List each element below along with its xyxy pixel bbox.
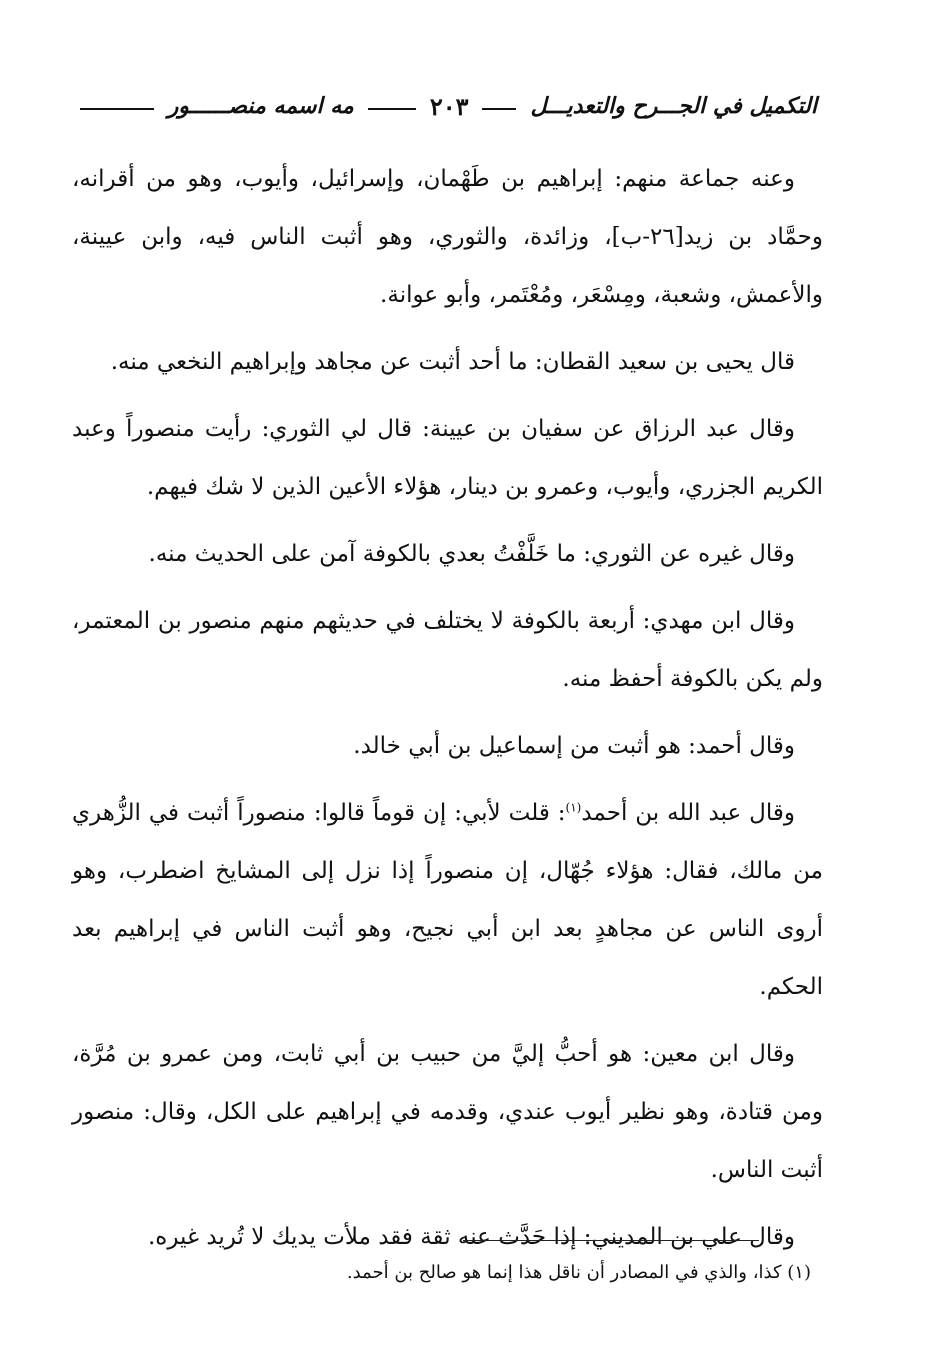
paragraph-text: وقال عبد الله بن أحمد xyxy=(581,800,795,826)
paragraph: وعنه جماعة منهم: إبراهيم بن طَهْمان، وإسرائيل، وأيوب، وهو من أقرانه، وحمَّاد بن زيد[٢٦-ب]، وزائدة، والثوري، وهو أثبت الناس فيه، وابن عيينة، والأعمش، وشعبة، ومِسْعَر، ومُعْتَمر، وأبو عوانة. xyxy=(72,166,823,308)
paragraph: وقال غيره عن الثوري: ما خَلَّفْتُ بعدي بالكوفة آمن على الحديث منه. xyxy=(148,541,795,567)
header-divider xyxy=(80,108,154,110)
page-number: ٢٠٣ xyxy=(429,91,469,121)
paragraph: وقال عبد الرزاق عن سفيان بن عيينة: قال لي الثوري: رأيت منصوراً وعبد الكريم الجزري، وأيوب، وعمرو بن دينار، هؤلاء الأعين الذين لا شك فيهم. xyxy=(72,416,823,500)
paragraph xyxy=(72,784,823,1016)
paragraph: وقال أحمد: هو أثبت من إسماعيل بن أبي خالد. xyxy=(353,733,795,759)
running-head xyxy=(80,84,817,128)
footnote-reference[interactable]: (١) xyxy=(565,800,582,815)
entry-name: مه اسمه منصــــــور xyxy=(167,93,354,119)
paragraph: وقال ابن مهدي: أربعة بالكوفة لا يختلف في حديثهم منهم منصور بن المعتمر، ولم يكن بالكوفة أحفظ منه. xyxy=(72,608,823,692)
header-divider xyxy=(368,108,416,110)
footnote: (١) كذا، والذي في المصادر أن ناقل هذا إنما هو صالح بن أحمد. xyxy=(346,1262,811,1283)
footnote-separator xyxy=(463,1240,759,1241)
paragraph-text: : قلت لأبي: إن قوماً قالوا: منصوراً أثبت في الزُّهري من مالك، فقال: هؤلاء جُهّال، إن منصوراً إذا نزل إلى المشايخ اضطرب، وهو أروى الناس عن مجاهدٍ بعد ابن أبي نجيح، وهو أثبت الناس في إبراهيم بعد الحكم. xyxy=(72,800,823,1000)
paragraph: قال يحيى بن سعيد القطان: ما أحد أثبت عن مجاهد وإبراهيم النخعي منه. xyxy=(110,349,795,375)
paragraph: وقال ابن معين: هو أحبُّ إليَّ من حبيب بن أبي ثابت، ومن عمرو بن مُرَّة، ومن قتادة، وهو نظير أيوب عندي، وقدمه في إبراهيم على الكل، وقال: منصور أثبت الناس. xyxy=(72,1041,823,1183)
paragraph: وقال علي بن المديني: إذا حَدَّث عنه ثقة فقد ملأت يديك لا تُريد غيره. xyxy=(148,1224,795,1250)
book-title: التكميل في الجـــرح والتعديـــل xyxy=(530,93,817,119)
header-divider xyxy=(482,108,516,110)
main-text xyxy=(72,150,823,1275)
